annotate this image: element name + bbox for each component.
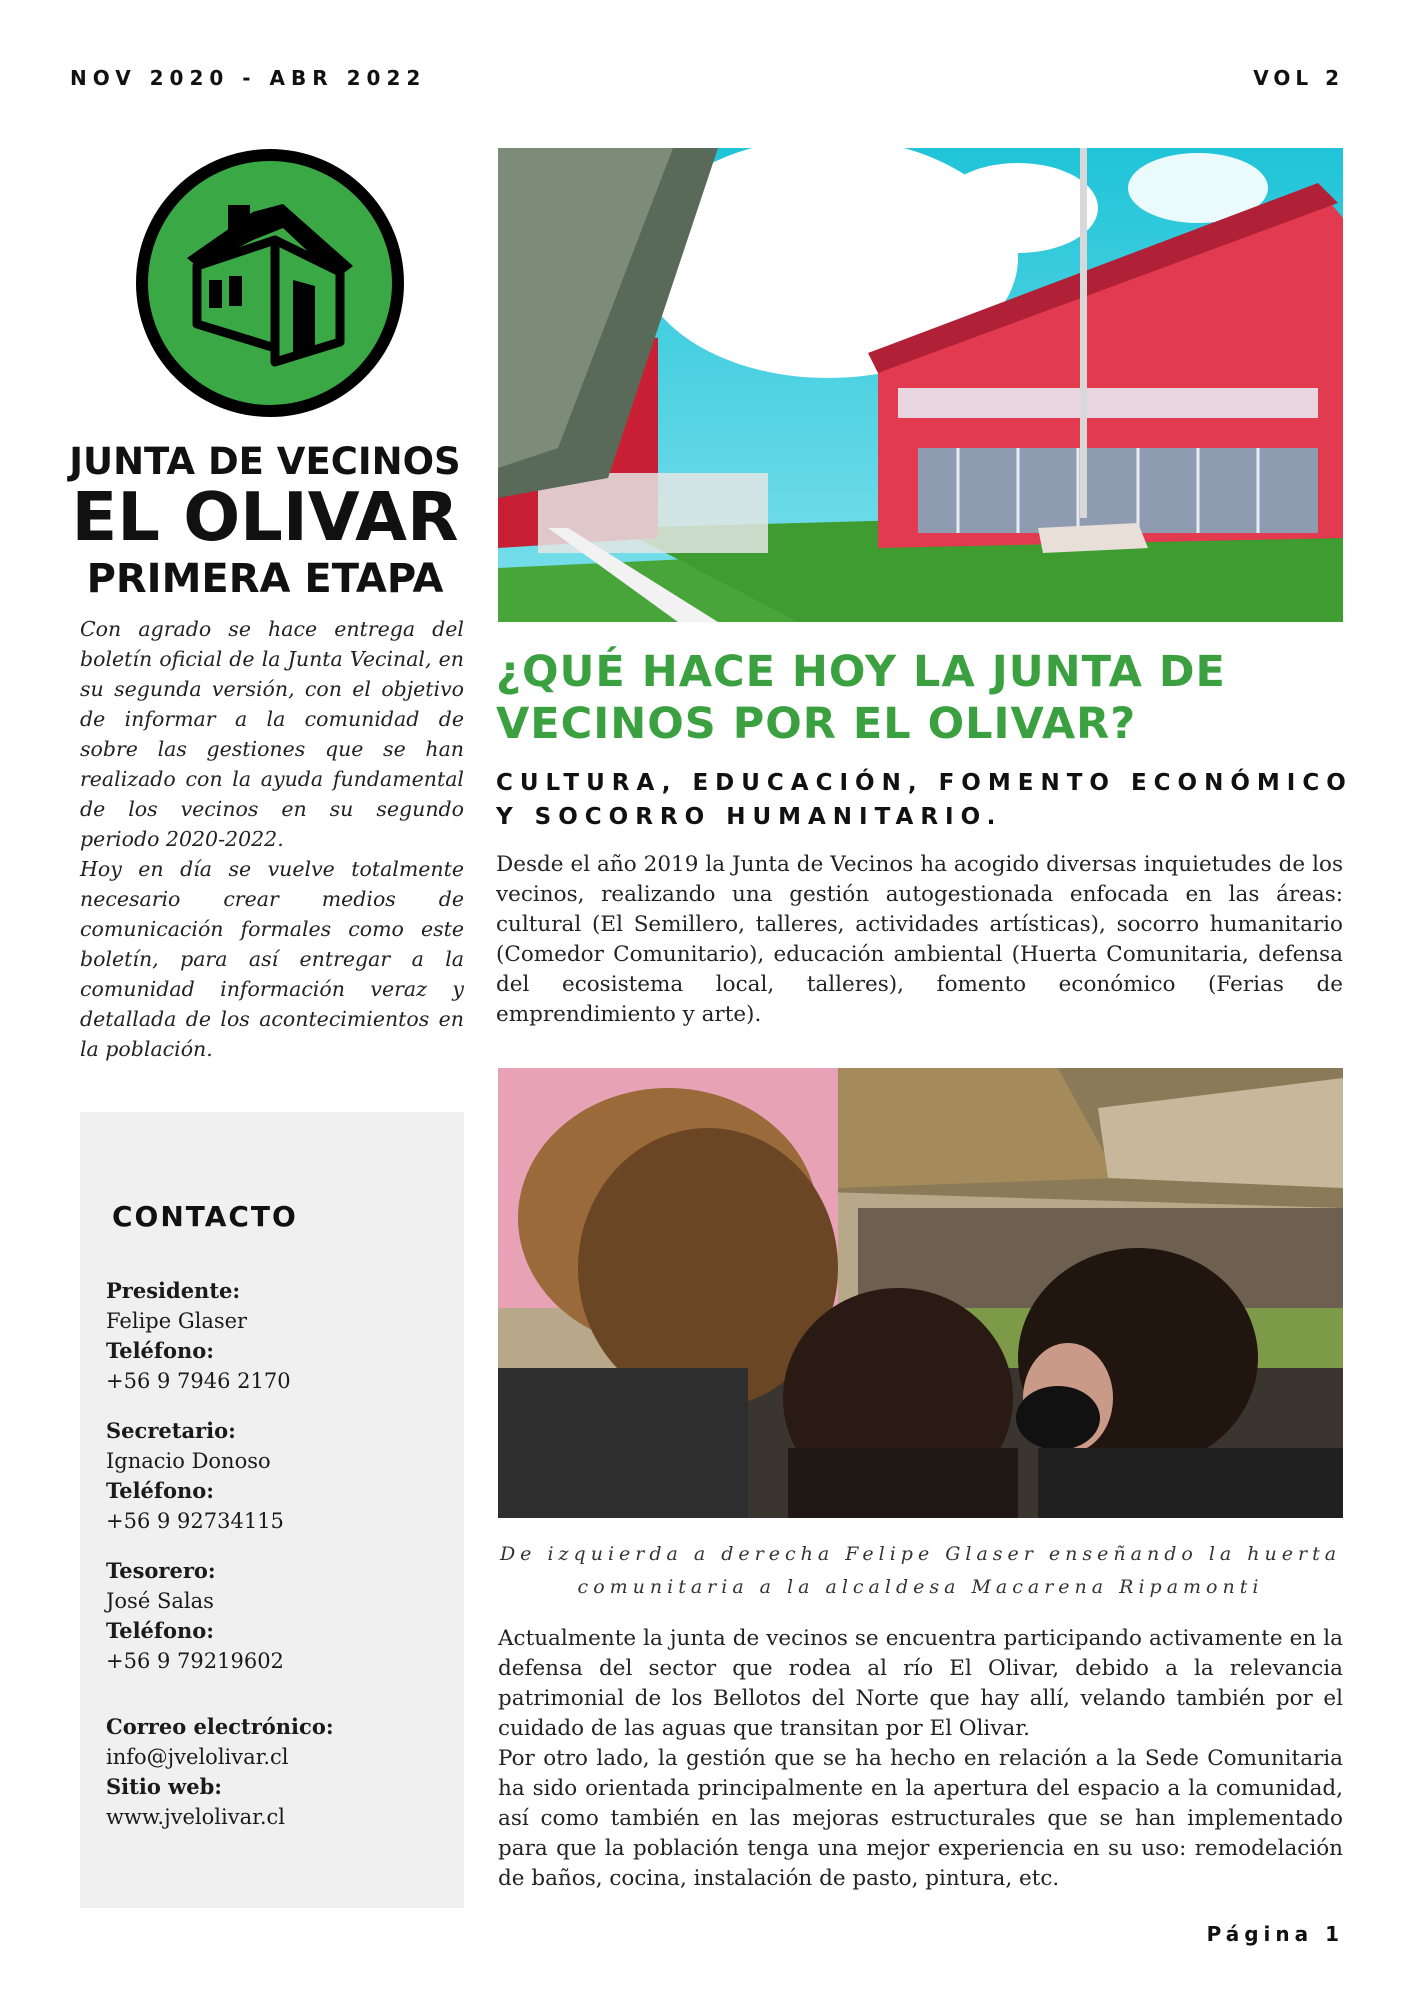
contact-heading: CONTACTO bbox=[112, 1200, 298, 1233]
article-body-2-paragraph-1: Actualmente la junta de vecinos se encuentra participando activamente en la defensa del sector que rodea al río El Olivar, debido a la relevancia patrimonial de los Bellotos del Norte que hay allí, velando también por el cuidado de las aguas que transitan por El Olivar. bbox=[498, 1626, 1343, 1741]
president-name: Felipe Glaser bbox=[106, 1309, 248, 1333]
contact-president bbox=[106, 1276, 446, 1396]
secretary-name: Ignacio Donoso bbox=[106, 1449, 271, 1473]
website-link[interactable]: www.jvelolivar.cl bbox=[106, 1805, 285, 1829]
contact-treasurer bbox=[106, 1556, 446, 1676]
treasurer-phone-label: Teléfono: bbox=[106, 1618, 214, 1643]
intro-text bbox=[80, 614, 464, 1064]
date-range: NOV 2020 - ABR 2022 bbox=[70, 66, 427, 90]
secretary-label: Secretario: bbox=[106, 1418, 236, 1443]
intro-paragraph-1: Con agrado se hace entrega del boletín oficial de la Junta Vecinal, en su segunda versión, con el objetivo de informar a la comunidad de sobre las gestiones que se han realizado con la ayuda fundamental de los vecinos en su segundo periodo 2020-2022. bbox=[80, 617, 464, 851]
photo-caption: De izquierda a derecha Felipe Glaser enseñando la huerta comunitaria a la alcaldesa Macarena Ripamonti bbox=[499, 1543, 1342, 1598]
president-phone-label: Teléfono: bbox=[106, 1338, 214, 1363]
secretary-phone[interactable]: +56 9 92734115 bbox=[106, 1509, 284, 1533]
page-number: Página 1 bbox=[1206, 1922, 1344, 1946]
community-building-photo bbox=[498, 148, 1343, 622]
article-subheadline: CULTURA, EDUCACIÓN, FOMENTO ECONÓMICO Y SOCORRO HUMANITARIO. bbox=[496, 770, 1353, 830]
house-logo-icon bbox=[135, 148, 405, 418]
president-label: Presidente: bbox=[106, 1278, 241, 1303]
volume-number: VOL 2 bbox=[1253, 66, 1344, 90]
article-body-2 bbox=[498, 1624, 1343, 1894]
intro-paragraph-2: Hoy en día se vuelve totalmente necesario crear medios de comunicación formales como este boletín, para así entregar a la comunidad información veraz y detallada de los acontecimientos en la población. bbox=[80, 857, 464, 1061]
treasurer-name: José Salas bbox=[106, 1589, 214, 1613]
secretary-phone-label: Teléfono: bbox=[106, 1478, 214, 1503]
org-title-main: EL OLIVAR bbox=[71, 478, 459, 556]
treasurer-phone[interactable]: +56 9 79219602 bbox=[106, 1649, 284, 1673]
article-body-1: Desde el año 2019 la Junta de Vecinos ha acogido diversas inquietudes de los vecinos, realizando una gestión autogestionada enfocada en las áreas: cultural (El Semillero, talleres, actividades artísticas), socorro humanitario (Comedor Comunitario), educación ambiental (Huerta Comunitaria, defensa del ecosistema local, talleres), fomento económico (Ferias de emprendimiento y arte). bbox=[496, 852, 1343, 1027]
contact-online bbox=[106, 1712, 446, 1832]
email-link[interactable]: info@jvelolivar.cl bbox=[106, 1745, 289, 1769]
org-title-line1: JUNTA DE VECINOS bbox=[69, 440, 461, 483]
contact-secretary bbox=[106, 1416, 446, 1536]
website-label: Sitio web: bbox=[106, 1774, 223, 1799]
org-title-line3: PRIMERA ETAPA bbox=[86, 556, 444, 602]
email-label: Correo electrónico: bbox=[106, 1714, 334, 1739]
community-garden-visit-photo bbox=[498, 1068, 1343, 1518]
president-phone[interactable]: +56 9 7946 2170 bbox=[106, 1369, 291, 1393]
treasurer-label: Tesorero: bbox=[106, 1558, 216, 1583]
article-body-2-paragraph-2: Por otro lado, la gestión que se ha hecho en relación a la Sede Comunitaria ha sido orientada principalmente en la apertura del espacio a la comunidad, así como también en las mejoras estructurales que se han implementado para que la población tenga una mejor experiencia en su uso: remodelación de baños, cocina, instalación de pasto, pintura, etc. bbox=[498, 1746, 1343, 1891]
article-headline: ¿QUÉ HACE HOY LA JUNTA DE VECINOS POR EL OLIVAR? bbox=[496, 647, 1226, 749]
